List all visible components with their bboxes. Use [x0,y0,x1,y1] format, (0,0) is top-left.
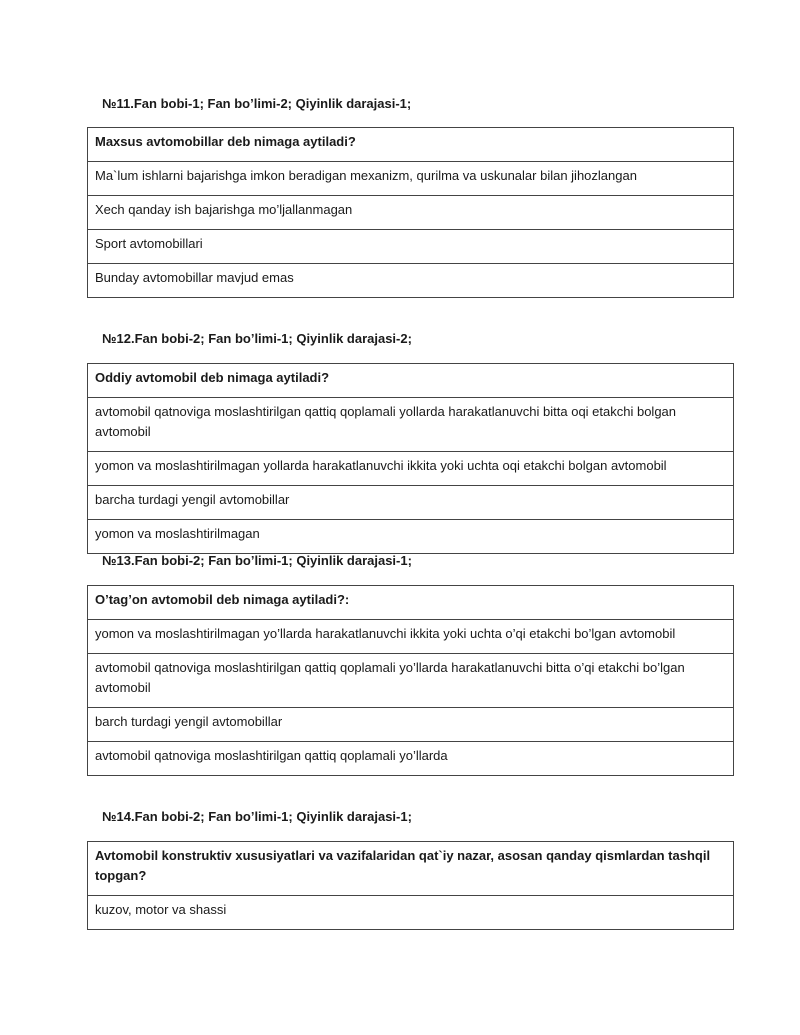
answer-option: Xech qanday ish bajarishga mo’ljallanmagan [88,196,734,230]
answer-option: yomon va moslashtirilmagan yollarda harakatlanuvchi ikkita yoki uchta oqi etakchi bolgan avtomobil [88,452,734,486]
answer-option: yomon va moslashtirilmagan yo’llarda harakatlanuvchi ikkita yoki uchta o’qi etakchi bo’lgan avtomobil [88,620,734,654]
question-text: Avtomobil konstruktiv xususiyatlari va vazifalaridan qat`iy nazar, asosan qanday qismlardan tashqil topgan? [88,842,734,896]
question-heading-12: №12.Fan bobi-2; Fan bo’limi-1; Qiyinlik darajasi-2; [102,331,412,346]
answer-option: barch turdagi yengil avtomobillar [88,708,734,742]
answer-option: Ma`lum ishlarni bajarishga imkon beradigan mexanizm, qurilma va uskunalar bilan jihozlangan [88,162,734,196]
answer-option: avtomobil qatnoviga moslashtirilgan qattiq qoplamali yo’llarda [88,742,734,776]
question-heading-11: №11.Fan bobi-1; Fan bo’limi-2; Qiyinlik darajasi-1; [102,96,412,111]
question-text: Maxsus avtomobillar deb nimaga aytiladi? [88,128,734,162]
answer-option: Bunday avtomobillar mavjud emas [88,264,734,298]
answer-option: Sport avtomobillari [88,230,734,264]
answer-option: yomon va moslashtirilmagan [88,520,734,554]
question-table-12 [87,363,734,554]
answer-option: avtomobil qatnoviga moslashtirilgan qattiq qoplamali yo’llarda harakatlanuvchi bitta o’qi etakchi bo’lgan avtomobil [88,654,734,708]
question-text: Oddiy avtomobil deb nimaga aytiladi? [88,364,734,398]
question-table-14 [87,841,734,930]
answer-option: kuzov, motor va shassi [88,896,734,930]
answer-option: barcha turdagi yengil avtomobillar [88,486,734,520]
question-table-13 [87,585,734,776]
question-table-11 [87,127,734,298]
question-heading-13: №13.Fan bobi-2; Fan bo’limi-1; Qiyinlik darajasi-1; [102,553,412,568]
answer-option: avtomobil qatnoviga moslashtirilgan qattiq qoplamali yollarda harakatlanuvchi bitta oqi etakchi bolgan avtomobil [88,398,734,452]
question-text: O’tag’on avtomobil deb nimaga aytiladi?: [88,586,734,620]
question-heading-14: №14.Fan bobi-2; Fan bo’limi-1; Qiyinlik darajasi-1; [102,809,412,824]
